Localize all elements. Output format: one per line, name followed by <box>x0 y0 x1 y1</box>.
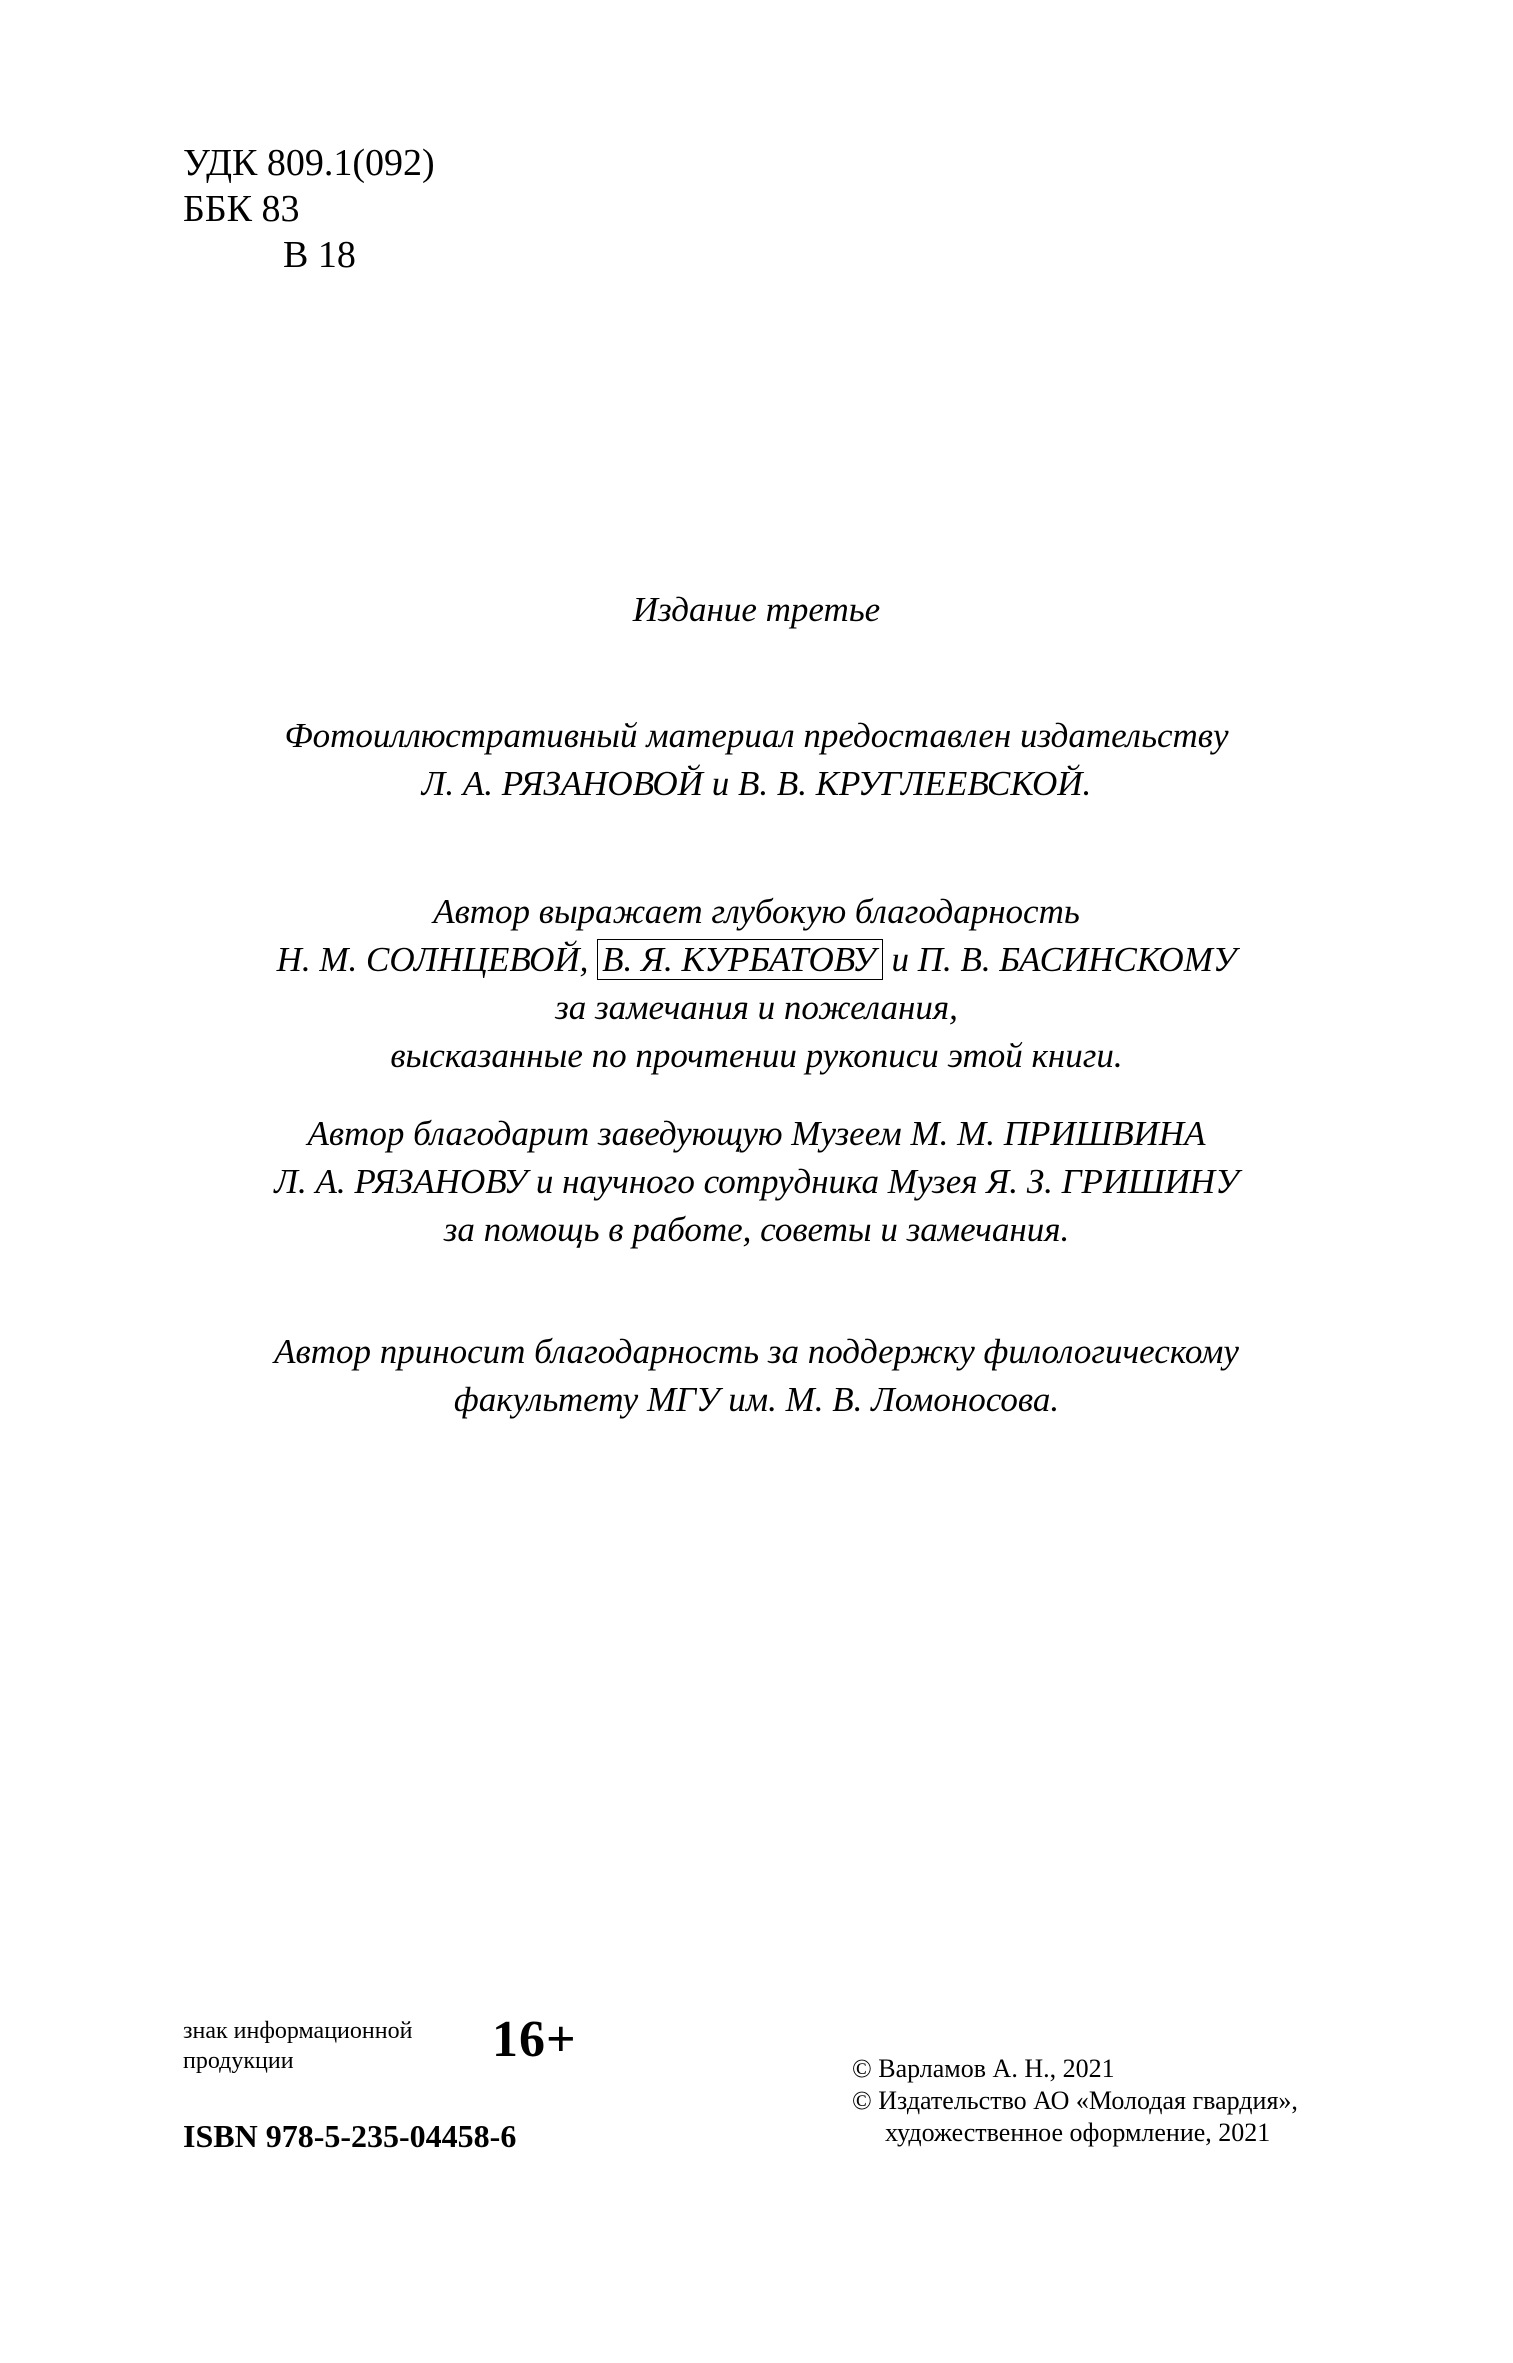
ack3-line-2: факультету МГУ им. М. В. Ломоносова. <box>453 1380 1060 1419</box>
ack3-line-1: Автор приносит благодарность за поддержку филологическому <box>274 1332 1239 1371</box>
ack1-line-2 <box>0 936 1513 984</box>
acknowledgement-3 <box>0 1328 1513 1424</box>
ack1-line-1: Автор выражает глубокую благодарность <box>433 892 1080 931</box>
age-rating-label <box>183 2016 483 2076</box>
photo-credit <box>0 712 1513 808</box>
ack2-line-1: Автор благодарит заведующую Музеем М. М. ПРИШВИНА <box>307 1114 1206 1153</box>
copyright-block <box>852 2053 1298 2149</box>
bbk-code: ББК 83 <box>183 188 300 230</box>
ack1-name-kurbatov-boxed: В. Я. КУРБАТОВУ <box>597 939 883 980</box>
age-rating-badge: 16+ <box>492 2011 577 2068</box>
edition-text: Издание третье <box>632 590 881 629</box>
photo-credit-line-1: Фотоиллюстративный материал предоставлен издательству <box>284 716 1229 755</box>
acknowledgement-1 <box>0 888 1513 1080</box>
age-rating-label-line-2: продукции <box>183 2048 294 2074</box>
ack1-name-solntseva: Н. М. СОЛНЦЕВОЙ, <box>276 940 589 979</box>
photo-credit-line-2: Л. А. РЯЗАНОВОЙ и В. В. КРУГЛЕЕВСКОЙ. <box>421 764 1092 803</box>
ack1-line-3: за замечания и пожелания, <box>555 988 958 1027</box>
udk-code: УДК 809.1(092) <box>183 142 435 184</box>
copyright-author: © Варламов А. Н., 2021 <box>852 2054 1115 2083</box>
copyright-publisher: © Издательство АО «Молодая гвардия», <box>852 2086 1298 2115</box>
isbn: ISBN 978-5-235-04458-6 <box>183 2118 517 2154</box>
ack2-line-2: Л. А. РЯЗАНОВУ и научного сотрудника Музея Я. З. ГРИШИНУ <box>274 1162 1239 1201</box>
acknowledgement-2 <box>0 1110 1513 1254</box>
age-rating-label-line-1: знак информационной <box>183 2018 413 2044</box>
ack1-name-basinsky: и П. В. БАСИНСКОМУ <box>891 940 1237 979</box>
classification-block <box>183 140 435 278</box>
copyright-design: художественное оформление, 2021 <box>885 2118 1271 2147</box>
ack2-line-3: за помощь в работе, советы и замечания. <box>443 1210 1070 1249</box>
edition-note <box>0 586 1513 634</box>
author-mark: В 18 <box>283 234 356 276</box>
ack1-line-4: высказанные по прочтении рукописи этой книги. <box>390 1036 1123 1075</box>
